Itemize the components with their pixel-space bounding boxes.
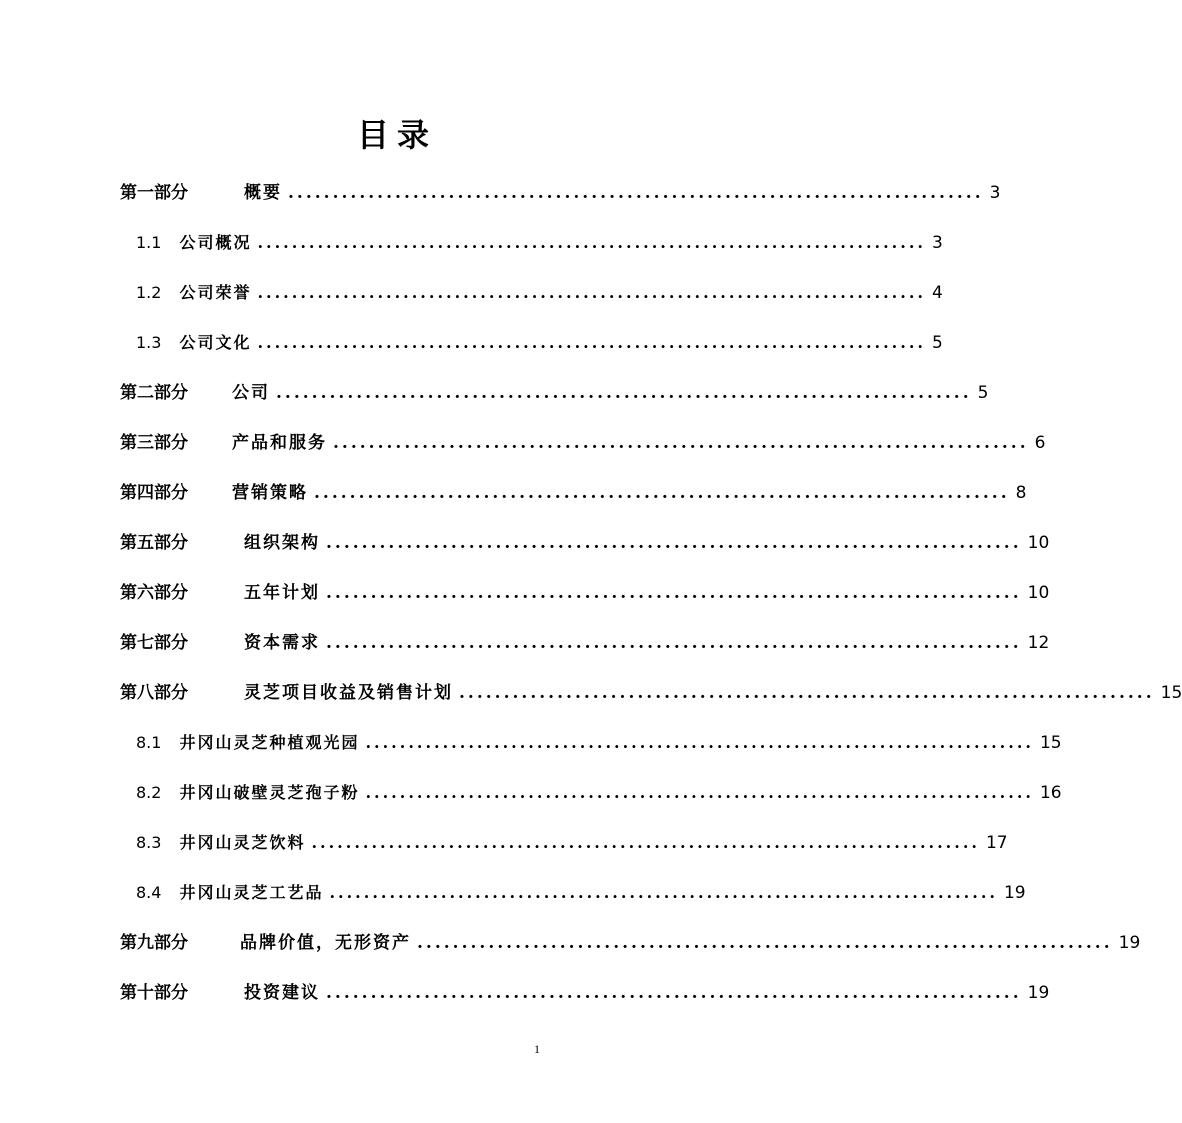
toc-entry-page: 17: [985, 833, 1008, 853]
toc-leader-dots: ..............................................................................: [459, 683, 1155, 703]
toc-entry-title: 产品和服务: [232, 433, 327, 453]
toc-entry-page: 15: [1039, 733, 1062, 753]
toc-entry[interactable]: [120, 528, 1050, 558]
toc-entry[interactable]: [120, 178, 1001, 208]
toc-entry[interactable]: [120, 478, 1027, 508]
toc-entry-page: 4: [931, 283, 943, 303]
toc-leader-dots: ..............................................................................: [329, 883, 998, 902]
toc-subentry[interactable]: [136, 278, 943, 308]
toc-entry-number: 1.3: [136, 333, 162, 352]
toc-leader-dots: ..............................................................................: [257, 283, 926, 302]
toc-entry-title: 井冈山灵芝工艺品: [179, 883, 324, 902]
toc-entry-title: 灵芝项目收益及销售计划: [244, 683, 453, 703]
toc-entry-title: 井冈山破壁灵芝孢子粉: [179, 783, 360, 802]
toc-entry-page: 3: [931, 233, 943, 253]
toc-entry[interactable]: [120, 378, 989, 408]
toc-entry[interactable]: [120, 428, 1046, 458]
toc-entry-number: 1.2: [136, 283, 162, 302]
toc-entry-page: 10: [1027, 533, 1050, 553]
toc-leader-dots: ..............................................................................: [365, 733, 1034, 752]
toc-entry-page: 6: [1034, 433, 1046, 453]
toc-entry-title: 公司概况: [179, 233, 252, 252]
toc-leader-dots: ..............................................................................: [314, 483, 1010, 503]
toc-entry-number: 第五部分: [120, 533, 188, 553]
toc-entry[interactable]: [120, 928, 1141, 958]
toc-entry-number: 8.3: [136, 833, 162, 852]
toc-entry-number: 第六部分: [120, 583, 188, 603]
toc-entry-page: 12: [1027, 633, 1050, 653]
toc-entry-number: 第九部分: [120, 933, 188, 953]
toc-entry-number: 第七部分: [120, 633, 188, 653]
toc-entry-page: 8: [1015, 483, 1027, 503]
toc-leader-dots: ..............................................................................: [311, 833, 980, 852]
toc-leader-dots: ..............................................................................: [288, 183, 984, 203]
toc-subentry[interactable]: [136, 728, 1062, 758]
toc-subentry[interactable]: [136, 878, 1026, 908]
toc-entry-title: 品牌价值，无形资产: [240, 933, 411, 953]
toc-entry-page: 19: [1027, 983, 1050, 1003]
toc-entry-number: 第三部分: [120, 433, 188, 453]
toc-entry-number: 第一部分: [120, 183, 188, 203]
toc-entry-title: 投资建议: [244, 983, 320, 1003]
toc-entry[interactable]: [120, 978, 1050, 1008]
toc-entry[interactable]: [120, 678, 1182, 708]
toc-entry-number: 第十部分: [120, 983, 188, 1003]
toc-entry-title: 井冈山灵芝饮料: [179, 833, 306, 852]
toc-subentry[interactable]: [136, 778, 1062, 808]
toc-entry-title: 公司荣誉: [179, 283, 252, 302]
toc-leader-dots: ..............................................................................: [326, 633, 1022, 653]
toc-entry-title: 公司文化: [179, 333, 252, 352]
toc-leader-dots: ..............................................................................: [257, 233, 926, 252]
toc-subentry[interactable]: [136, 328, 943, 358]
toc-entry-page: 5: [977, 383, 989, 403]
toc-entry-number: 第二部分: [120, 383, 188, 403]
toc-entry-page: 10: [1027, 583, 1050, 603]
toc-entry-page: 19: [1003, 883, 1026, 903]
toc-entry-page: 16: [1039, 783, 1062, 803]
toc-entry[interactable]: [120, 578, 1050, 608]
toc-entry-title: 资本需求: [244, 633, 320, 653]
toc-entry-number: 8.4: [136, 883, 162, 902]
toc-entry-number: 第八部分: [120, 683, 188, 703]
toc-entry-title: 组织架构: [244, 533, 320, 553]
toc-subentry[interactable]: [136, 828, 1008, 858]
toc-leader-dots: ..............................................................................: [333, 433, 1029, 453]
toc-entry-title: 五年计划: [244, 583, 320, 603]
toc-leader-dots: ..............................................................................: [257, 333, 926, 352]
toc-subentry[interactable]: [136, 228, 943, 258]
toc-entry-number: 8.2: [136, 783, 162, 802]
toc-entry-page: 5: [931, 333, 943, 353]
toc-entry-page: 19: [1118, 933, 1141, 953]
toc-entry-title: 营销策略: [232, 483, 308, 503]
toc-leader-dots: ..............................................................................: [326, 533, 1022, 553]
toc-entry-title: 公司: [232, 383, 270, 403]
toc-entry-title: 概要: [244, 183, 282, 203]
toc-leader-dots: ..............................................................................: [276, 383, 972, 403]
page-title: 目录: [356, 116, 437, 154]
toc-entry-title: 井冈山灵芝种植观光园: [179, 733, 360, 752]
toc-entry-page: 3: [989, 183, 1001, 203]
toc-leader-dots: ..............................................................................: [326, 583, 1022, 603]
toc-entry-number: 第四部分: [120, 483, 188, 503]
toc-leader-dots: ..............................................................................: [417, 933, 1113, 953]
toc-leader-dots: ..............................................................................: [326, 983, 1022, 1003]
toc-leader-dots: ..............................................................................: [365, 783, 1034, 802]
page-number: 1: [534, 1042, 540, 1056]
toc-entry-number: 1.1: [136, 233, 162, 252]
toc-entry-number: 8.1: [136, 733, 162, 752]
toc-entry-page: 15: [1160, 683, 1182, 703]
toc-entry[interactable]: [120, 628, 1050, 658]
